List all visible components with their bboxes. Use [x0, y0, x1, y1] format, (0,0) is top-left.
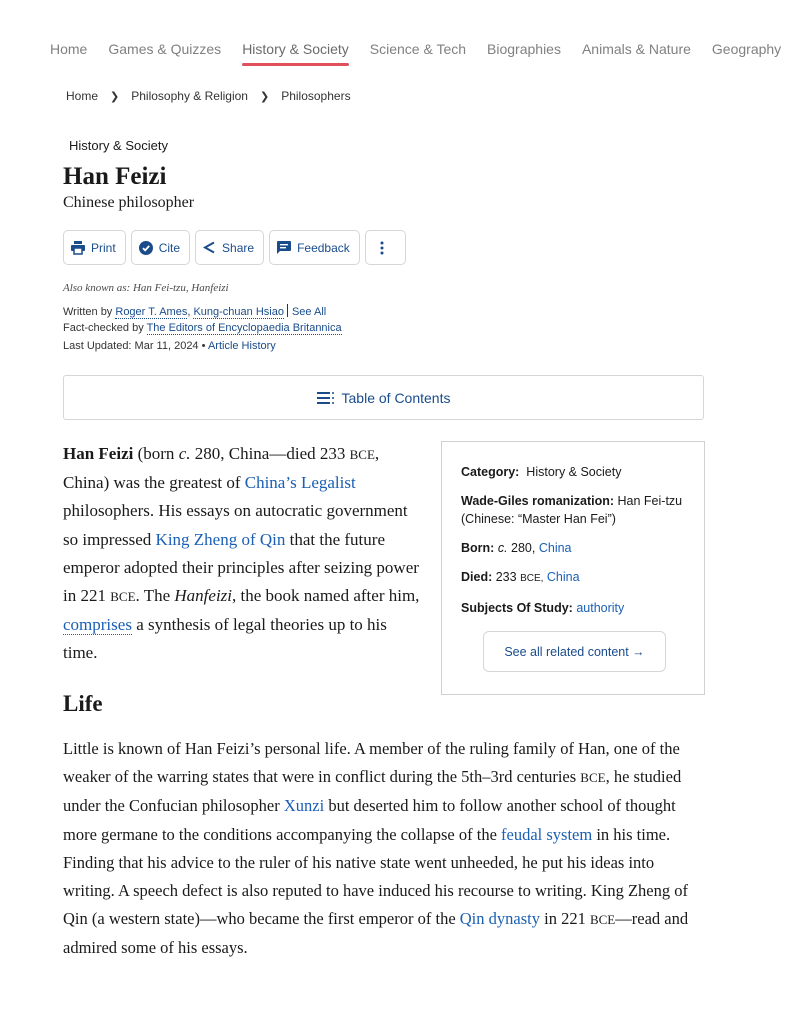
link-born-china[interactable]: China: [538, 541, 572, 555]
life-text: in his time. Finding that his advice to the ruler of his native state went unheeded, he put his ideas into writing. A speech defect is also reputed to have induced his recourse to writing. King Zheng of Qin (a western state)—who became the first emperor of the: [63, 824, 689, 929]
fact-label: Born:: [461, 541, 495, 555]
page-title: Han Feizi: [63, 163, 167, 190]
fact-value: 280,: [507, 541, 536, 555]
cite-label: Cite: [158, 240, 181, 255]
vertical-ellipsis-icon: [380, 241, 384, 255]
link-qin-dynasty[interactable]: Qin dynasty: [459, 909, 540, 929]
chevron-right-icon: ❯: [110, 91, 120, 103]
era-abbrev: BCE: [110, 589, 136, 605]
feedback-icon: [277, 241, 291, 254]
link-authority[interactable]: authority: [576, 601, 625, 615]
nav-item-history-society[interactable]: History & Society: [242, 41, 349, 67]
fact-label: Wade-Giles romanization:: [461, 494, 615, 508]
see-all-authors-link[interactable]: See All: [291, 306, 327, 318]
fact-subjects: [461, 599, 686, 617]
see-all-related-content-button[interactable]: See all related content →: [483, 631, 666, 672]
life-text: —read and admired some of his essays.: [63, 909, 689, 958]
nav-item-science-tech[interactable]: Science & Tech: [369, 41, 467, 57]
life-text: Little is known of Han Feizi’s personal life. A member of the ruling family of Han, one of the weaker of the warring states that were in conflict during the 5th–3rd centuries: [63, 739, 680, 787]
circa-abbrev: c.: [178, 444, 191, 463]
fact-value: 233: [495, 570, 517, 584]
intro-text: . The: [135, 586, 175, 606]
table-of-contents-button[interactable]: [63, 375, 704, 420]
chevron-right-icon: ❯: [259, 91, 270, 103]
intro-text: 280, China—died 233: [190, 444, 350, 463]
intro-text: , China) was the greatest of: [63, 444, 380, 493]
fact-label: Category:: [461, 465, 520, 479]
life-text: in 221: [539, 909, 590, 929]
era-abbrev: BCE: [349, 447, 375, 462]
fact-value: History & Society: [526, 465, 622, 479]
subject-name: Han Feizi: [63, 444, 134, 463]
intro-text: a synthesis of legal theories up to his time.: [63, 615, 387, 663]
fact-died: [461, 568, 686, 588]
feedback-button[interactable]: [269, 230, 360, 265]
share-button[interactable]: [195, 230, 264, 265]
author-link-kung-chuan-hsiao[interactable]: Kung-chuan Hsiao: [193, 306, 284, 318]
fact-wade-giles: [461, 492, 686, 528]
toc-label: Table of Contents: [341, 389, 451, 406]
book-title: Hanfeizi: [174, 586, 233, 606]
intro-paragraph: [63, 440, 425, 668]
life-paragraph: [63, 735, 708, 963]
cite-button[interactable]: [131, 230, 190, 265]
list-icon: [317, 392, 335, 404]
feedback-label: Feedback: [297, 240, 350, 255]
category-label[interactable]: History & Society: [69, 138, 168, 153]
breadcrumb-philosophers[interactable]: Philosophers: [281, 89, 351, 103]
era-abbrev: BCE,: [520, 573, 544, 584]
last-updated-label: Last Updated: Mar 11, 2024: [63, 340, 199, 352]
intro-text: philosophers. His essays on autocratic government so impressed: [63, 501, 408, 549]
bullet-separator: •: [201, 340, 206, 352]
print-label: Print: [91, 240, 116, 255]
top-navigation: [50, 41, 782, 71]
fact-born: [461, 539, 686, 557]
fact-value: Han Fei-tzu (Chinese: “Master Han Fei”): [461, 494, 683, 526]
fact-category: [461, 463, 686, 481]
era-abbrev: BCE: [580, 770, 606, 786]
life-text: , he studied under the Confucian philosopher: [63, 767, 682, 816]
also-known-as: Also known as: Han Fei-tzu, Hanfeizi: [63, 282, 229, 294]
breadcrumb-philosophy-religion[interactable]: Philosophy & Religion: [131, 89, 248, 103]
print-button[interactable]: [63, 230, 126, 265]
fact-label: Died:: [461, 570, 493, 584]
link-died-china[interactable]: China: [546, 570, 580, 584]
article-history-link[interactable]: Article History: [207, 340, 276, 352]
link-feudal-system[interactable]: feudal system: [501, 824, 593, 844]
author-link-roger-ames[interactable]: Roger T. Ames: [115, 306, 188, 318]
section-heading-life: Life: [63, 691, 103, 716]
link-comprises-definition[interactable]: comprises: [63, 615, 132, 635]
nav-item-geography[interactable]: Geography: [711, 41, 782, 57]
written-by: Written by Roger T. Ames, Kung-chuan Hsiao See All: [63, 306, 327, 318]
divider: [287, 304, 288, 317]
breadcrumb-home[interactable]: Home: [66, 89, 99, 103]
article-toolbar: [63, 230, 406, 265]
nav-item-games-quizzes[interactable]: Games & Quizzes: [108, 41, 222, 57]
nav-item-biographies[interactable]: Biographies: [487, 41, 561, 57]
fact-checker-link[interactable]: The Editors of Encyclopaedia Britannica: [146, 322, 342, 334]
link-king-zheng-of-qin[interactable]: King Zheng of Qin: [155, 529, 286, 549]
link-xunzi[interactable]: Xunzi: [283, 796, 325, 816]
life-text: but deserted him to follow another school of thought more germane to the conditions accompanying the collapse of the: [63, 796, 676, 844]
intro-text: that the future emperor adopted their principles after seizing power in 221: [63, 529, 419, 606]
intro-text: (born: [133, 444, 179, 463]
quick-facts-box: [441, 441, 705, 695]
share-icon: [203, 241, 216, 254]
share-label: Share: [222, 240, 255, 255]
page-subtitle: Chinese philosopher: [63, 194, 195, 211]
nav-item-home[interactable]: Home: [50, 41, 88, 57]
last-updated: [63, 340, 276, 352]
fact-checked-by: [63, 322, 342, 334]
link-china[interactable]: China’s: [244, 473, 297, 493]
era-abbrev: BCE: [589, 912, 616, 928]
printer-icon: [71, 241, 85, 254]
more-options-button[interactable]: [365, 230, 406, 265]
circa-abbrev: c.: [497, 541, 508, 555]
intro-text: , the book named after him,: [232, 586, 420, 606]
breadcrumb: [66, 89, 351, 103]
fact-label: Subjects Of Study:: [461, 601, 573, 615]
verified-badge-icon: [139, 241, 153, 255]
link-legalist[interactable]: Legalist: [300, 473, 356, 493]
written-by-label: Written by: [63, 306, 113, 318]
nav-item-animals-nature[interactable]: Animals & Nature: [581, 41, 691, 57]
fact-checked-label: Fact-checked by: [63, 322, 144, 334]
